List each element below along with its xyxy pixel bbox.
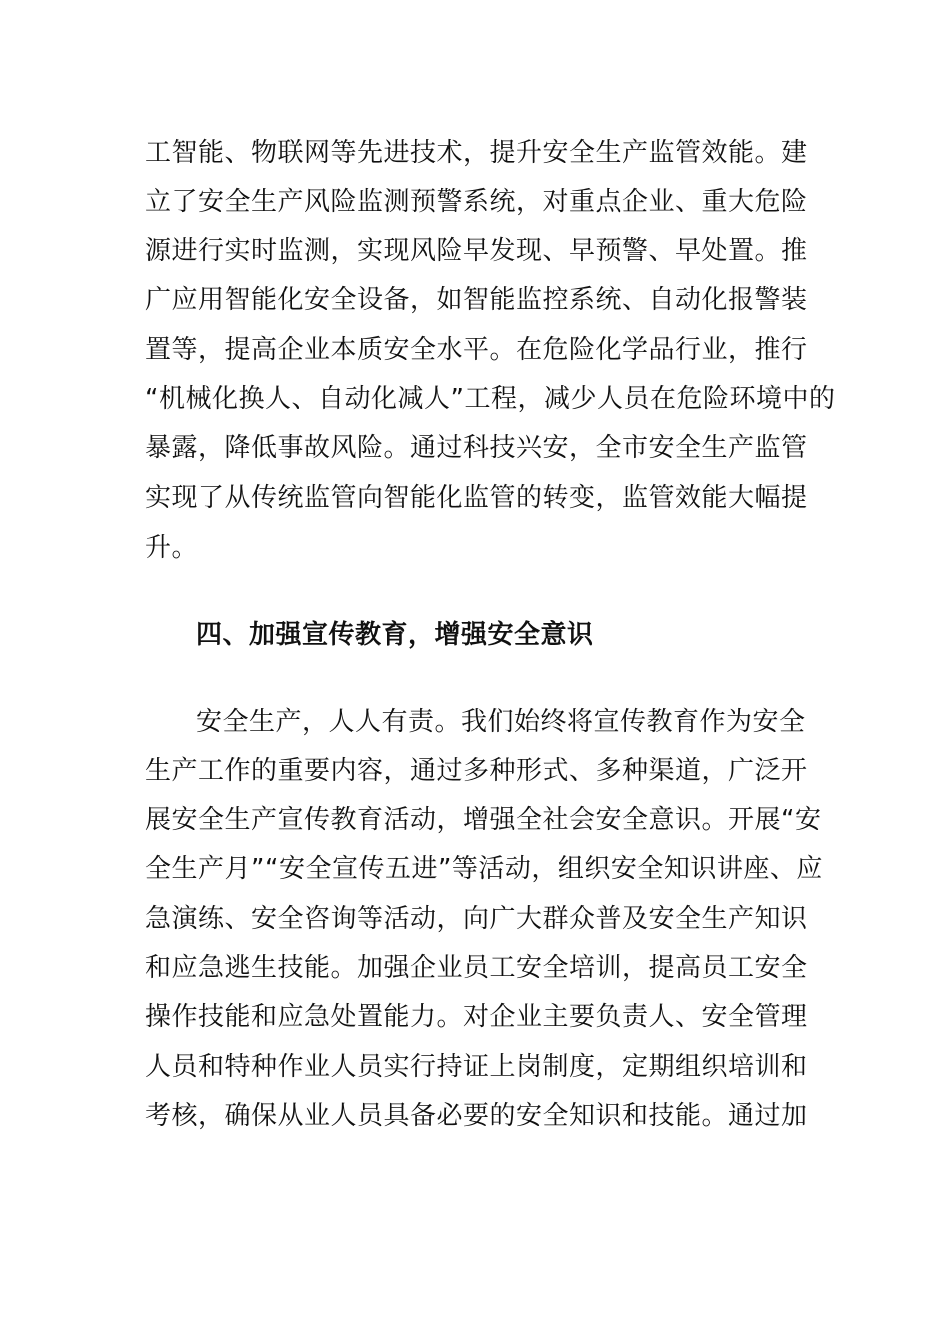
paragraph-line: “机械化换人、自动化减人”工程，减少人员在危险环境中的 [145,384,836,414]
paragraph-line: 暴露，降低事故风险。通过科技兴安，全市安全生产监管 [145,433,808,463]
paragraph-line: 人员和特种作业人员实行持证上岗制度，定期组织培训和 [145,1052,808,1082]
paragraph-line: 生产工作的重要内容，通过多种形式、多种渠道，广泛开 [145,756,808,786]
paragraph-line: 操作技能和应急处置能力。对企业主要负责人、安全管理 [145,1002,808,1032]
paragraph-line: 立了安全生产风险监测预警系统，对重点企业、重大危险 [145,187,808,217]
paragraph-line: 工智能、物联网等先进技术，提升安全生产监管效能。建 [145,138,808,168]
paragraph-line: 广应用智能化安全设备，如智能监控系统、自动化报警装 [145,285,808,315]
paragraph-line: 考核，确保从业人员具备必要的安全知识和技能。通过加 [145,1101,808,1131]
paragraph-line: 实现了从传统监管向智能化监管的转变，监管效能大幅提 [145,483,808,513]
paragraph-line: 置等，提高企业本质安全水平。在危险化学品行业，推行 [145,335,808,365]
paragraph-line: 升。 [145,533,199,563]
section-heading: 四、加强宣传教育，增强安全意识 [196,620,594,650]
paragraph-line: 全生产月”“安全宣传五进”等活动，组织安全知识讲座、应 [145,854,823,884]
paragraph-line: 急演练、安全咨询等活动，向广大群众普及安全生产知识 [145,904,808,934]
paragraph-line: 源进行实时监测，实现风险早发现、早预警、早处置。推 [145,236,808,266]
paragraph-line: 展安全生产宣传教育活动，增强全社会安全意识。开展“安 [145,805,822,835]
paragraph-line: 安全生产，人人有责。我们始终将宣传教育作为安全 [196,707,806,737]
paragraph-line: 和应急逃生技能。加强企业员工安全培训，提高员工安全 [145,953,808,983]
